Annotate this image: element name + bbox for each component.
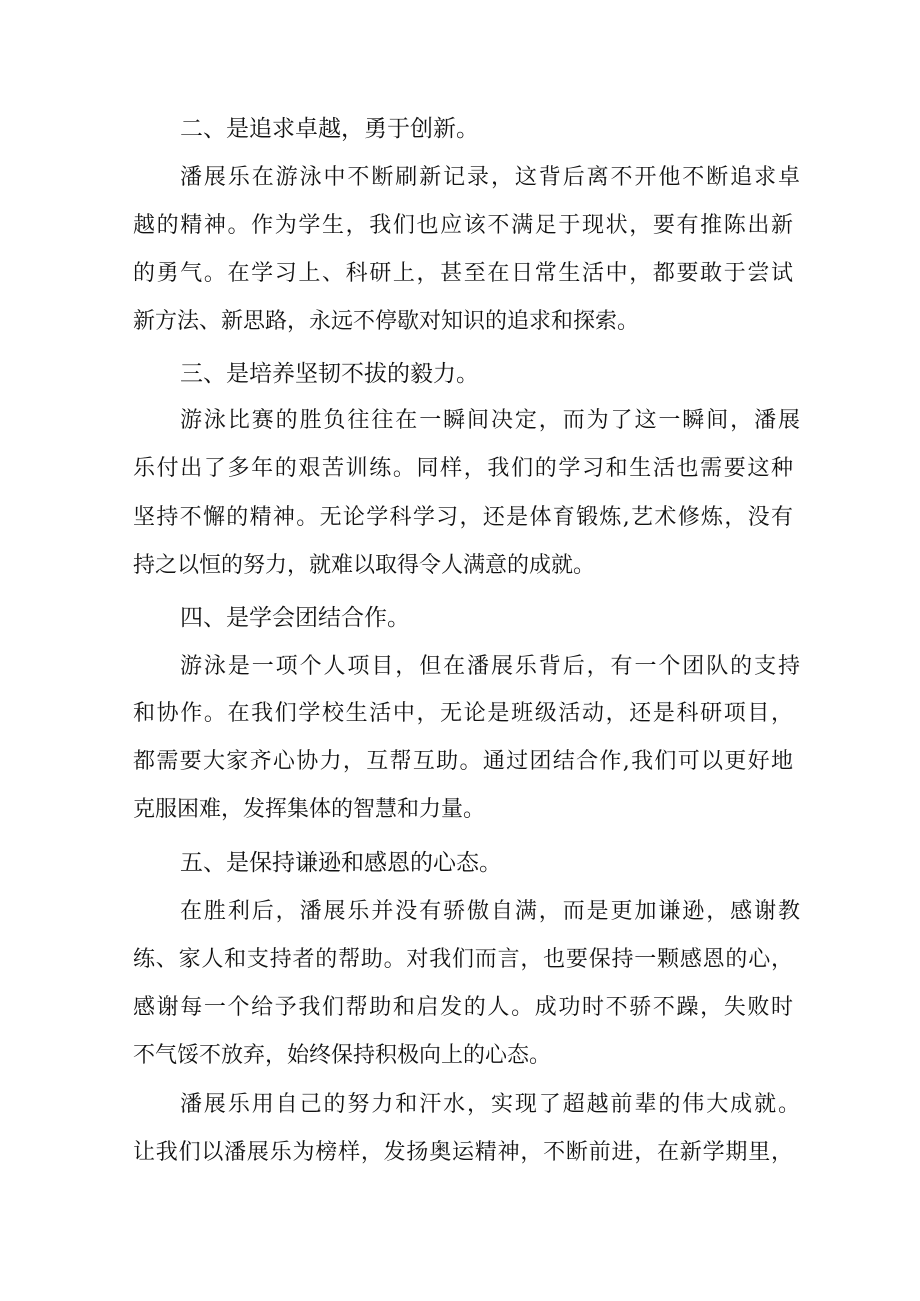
- paragraph-line: 让我们以潘展乐为榜样，发扬奥运精神，不断前进，在新学期里，: [133, 1140, 793, 1165]
- paragraph-line: 游泳是一项个人项目，但在潘展乐背后，有一个团队的支持: [180, 654, 800, 679]
- paragraph-line: 乐付出了多年的艰苦训练。同样，我们的学习和生活也需要这种: [133, 456, 793, 481]
- paragraph-line: 克服困难，发挥集体的智慧和力量。: [133, 797, 486, 822]
- paragraph-line: 持之以恒的努力，就难以取得令人满意的成就。: [133, 553, 596, 578]
- section-heading-5: 五、是保持谦逊和感恩的心态。: [180, 850, 502, 876]
- section-heading-2: 二、是追求卓越，勇于创新。: [180, 116, 479, 142]
- paragraph-line: 和协作。在我们学校生活中，无论是班级活动，还是科研项目，: [133, 701, 793, 726]
- paragraph-line: 新方法、新思路，永远不停歇对知识的追求和探索。: [133, 309, 640, 334]
- section-heading-4: 四、是学会团结合作。: [180, 605, 410, 631]
- paragraph-line: 越的精神。作为学生，我们也应该不满足于现状，要有推陈出新: [133, 213, 793, 238]
- paragraph-line: 练、家人和支持者的帮助。对我们而言，也要保持一颗感恩的心，: [133, 947, 793, 972]
- paragraph-line: 都需要大家齐心协力，互帮互助。通过团结合作,我们可以更好地: [133, 749, 793, 774]
- section-heading-3: 三、是培养坚韧不拔的毅力。: [180, 361, 479, 387]
- paragraph-line: 的勇气。在学习上、科研上，甚至在日常生活中，都要敢于尝试: [133, 261, 793, 286]
- paragraph-line: 坚持不懈的精神。无论学科学习，还是体育锻炼,艺术修炼，没有: [133, 505, 793, 530]
- paragraph-line: 感谢每一个给予我们帮助和启发的人。成功时不骄不躁，失败时: [133, 995, 793, 1020]
- paragraph-line: 游泳比赛的胜负往往在一瞬间决定，而为了这一瞬间，潘展: [180, 408, 800, 433]
- paragraph-line: 不气馁不放弃，始终保持积极向上的心态。: [133, 1043, 552, 1068]
- paragraph-line: 潘展乐在游泳中不断刷新记录，这背后离不开他不断追求卓: [180, 165, 800, 190]
- paragraph-line: 潘展乐用自己的努力和汗水，实现了超越前辈的伟大成就。: [180, 1092, 800, 1117]
- paragraph-line: 在胜利后，潘展乐并没有骄傲自满，而是更加谦逊，感谢教: [180, 899, 800, 924]
